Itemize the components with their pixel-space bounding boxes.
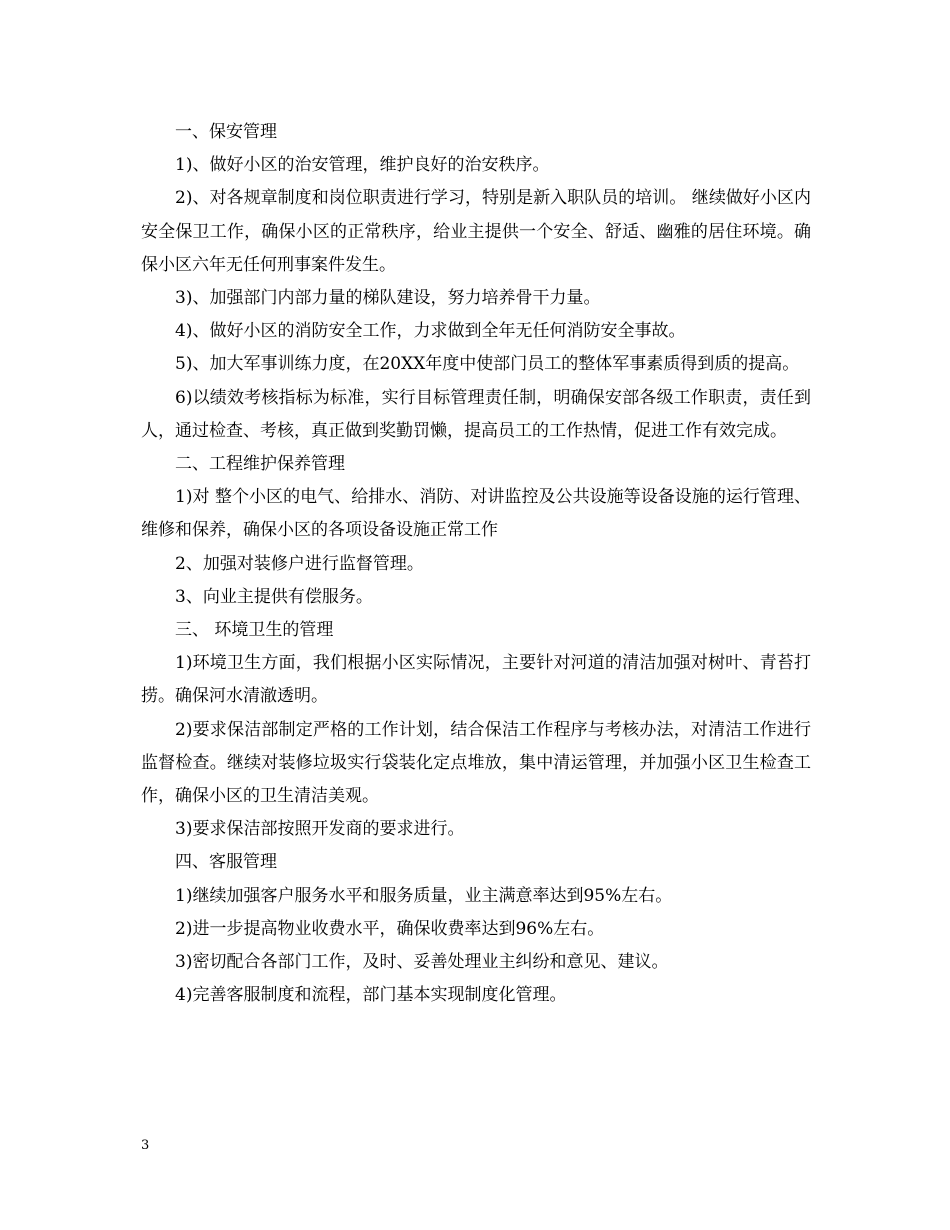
paragraph: 4)、做好小区的消防安全工作，力求做到全年无任何消防安全事故。 bbox=[175, 321, 686, 342]
paragraph: 3)、加强部门内部力量的梯队建设，努力培养骨干力量。 bbox=[175, 288, 601, 309]
paragraph: 2、加强对装修户进行监督管理。 bbox=[175, 553, 424, 574]
paragraph: 3、向业主提供有偿服务。 bbox=[175, 586, 373, 607]
page-number: 3 bbox=[141, 1138, 150, 1153]
paragraph: 6)以绩效考核指标为标准，实行目标管理责任制，明确保安部各级工作职责，责任到人，通过检查、考核，真正做到奖勤罚懒，提高员工的工作热情，促进工作有效完成。 bbox=[141, 387, 811, 441]
paragraph: 4)完善客服制度和流程，部门基本实现制度化管理。 bbox=[175, 985, 567, 1006]
section-heading-sanitation: 三、 环境卫生的管理 bbox=[175, 620, 334, 641]
paragraph: 2)进一步提高物业收费水平，确保收费率达到96%左右。 bbox=[175, 918, 605, 939]
paragraph: 1)、做好小区的治安管理，维护良好的治安秩序。 bbox=[175, 155, 550, 176]
paragraph: 1)环境卫生方面，我们根据小区实际情况，主要针对河道的清洁加强对树叶、青苔打捞。确保河水清澈透明。 bbox=[141, 653, 811, 707]
section-heading-security: 一、保安管理 bbox=[175, 122, 277, 142]
section-heading-customer-service: 四、客服管理 bbox=[175, 852, 277, 873]
paragraph: 3)密切配合各部门工作，及时、妥善处理业主纠纷和意见、建议。 bbox=[175, 952, 669, 973]
document-body bbox=[141, 116, 811, 1012]
paragraph: 2)、对各规章制度和岗位职责进行学习，特别是新入职队员的培训。 继续做好小区内安全保卫工作，确保小区的正常秩序，给业主提供一个安全、舒适、幽雅的居住环境。确保小区六年无任何刑事案件发生。 bbox=[141, 188, 811, 275]
paragraph: 1)继续加强客户服务水平和服务质量，业主满意率达到95%左右。 bbox=[175, 885, 673, 906]
paragraph: 2)要求保洁部制定严格的工作计划，结合保洁工作程序与考核办法，对清洁工作进行监督检查。继续对装修垃圾实行袋装化定点堆放，集中清运管理，并加强小区卫生检查工作，确保小区的卫生清洁美观。 bbox=[141, 719, 811, 807]
paragraph: 3)要求保洁部按照开发商的要求进行。 bbox=[175, 819, 465, 840]
paragraph: 1)对 整个小区的电气、给排水、消防、对讲监控及公共设施等设备设施的运行管理、维修和保养，确保小区的各项设备设施正常工作 bbox=[141, 487, 811, 541]
paragraph: 5)、加大军事训练力度，在20XX年度中使部门员工的整体军事素质得到质的提高。 bbox=[175, 354, 800, 375]
section-heading-engineering: 二、工程维护保养管理 bbox=[175, 454, 345, 475]
